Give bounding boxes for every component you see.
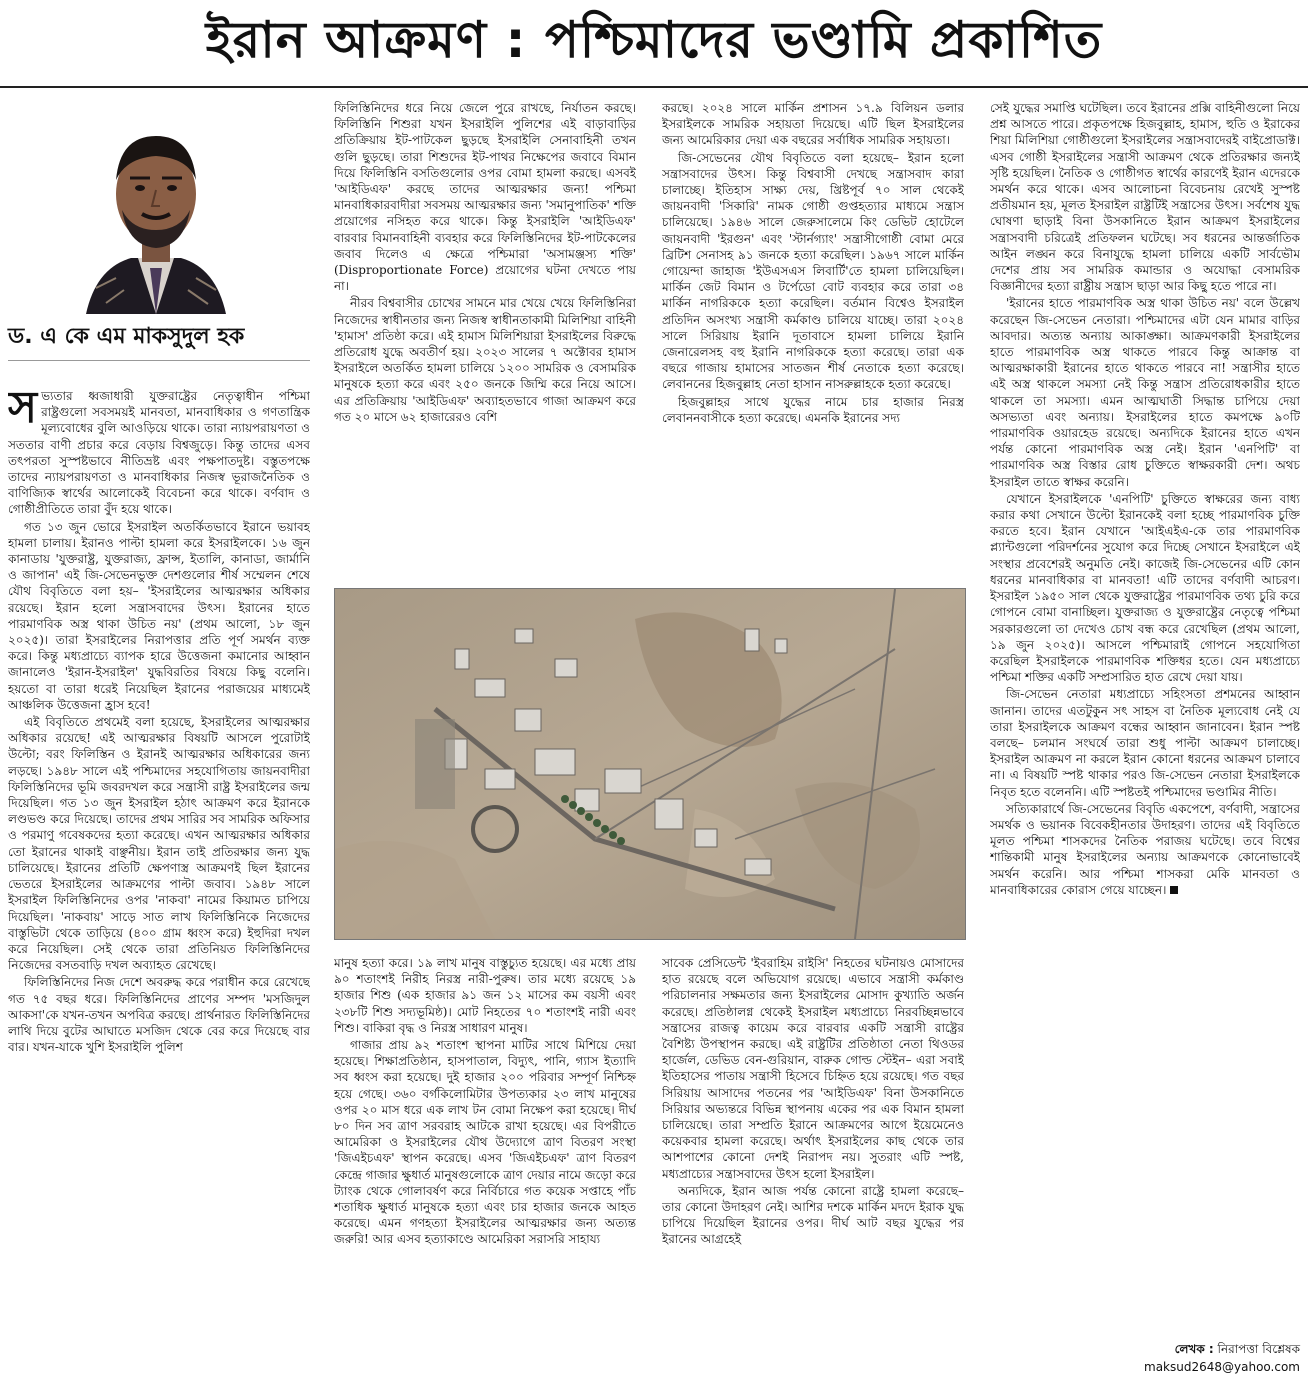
paragraph [990,801,1300,898]
signature [1060,1340,1300,1376]
paragraph: জি-সেভেন নেতারা মধ্যপ্রাচ্যে সহিংসতা প্রশমনের আহ্বান জানান। তাদের এতটুকুন সৎ সাহস বা নৈতিক মূল্যবোধ নেই যে তারা ইসরাইলকে আক্রমণ বন্ধের আহ্বান জানাবেন। ইরান স্পষ্ট বলছে– চলমান সংঘর্ষে তারা শুধু পাল্টা আক্রমণ চালাচ্ছে। ইসরাইল আক্রমণ না করলে ইরান কোনো ধরনের আক্রমণ চালাবে না। এ বিষয়টি স্পষ্ট থাকার পরও জি-সেভেন নেতারা ইসরাইলকে নিবৃত হতে বলেননি। এটি স্পষ্টতই পশ্চিমাদের ভণ্ডামির নীতি। [990,687,1300,799]
paragraph: নীরব বিশ্ববাসীর চোখের সামনে মার খেয়ে খেয়ে ফিলিস্তিনিরা নিজেদের স্বাধীনতার জন্য নিজস্ব স্বাধীনতাকামী মিলিশিয়া বাহিনী 'হামাস' প্রতিষ্ঠা করে। এই হামাস মিলিশিয়ারা ইসরাইলের বিরুদ্ধে প্রতিরোধ যুদ্ধে অবতীর্ণ হয়। ২০২৩ সালের ৭ অক্টোবর হামাস ইসরাইলে অতর্কিত হামলা চালিয়ে ১২০০ সামরিক ও বেসামরিক মানুষকে হত্যা করে এবং ২৫০ জনকে জিম্মি করে নিয়ে আসে। এর প্রতিক্রিয়ায় 'আইডিএফ' অব্যাহতভাবে গাজা আক্রমণ করে গত ২০ মাসে ৬২ হাজারেরও বেশি [334,296,636,424]
paragraph: 'ইরানের হাতে পারমাণবিক অস্ত্র থাকা উচিত নয়' বলে উল্লেখ করেছেন জি-সেভেন নেতারা। পশ্চিমাদের এটা যেন মামার বাড়ির আবদার। অত্যন্ত অন্যায় আকাঙ্ক্ষা। আক্রমণকারী ইসরাইলের হাতে পারমাণবিক অস্ত্র থাকতে পারবে কিন্তু আক্রান্ত বা আত্মরক্ষাকারী ইরানের হাতে থাকতে পারবে না! সন্ত্রাসীর হাতে এই অস্ত্র থাকলে সমস্যা নেই কিন্তু সন্ত্রাস প্রতিরোধকারীর হাতে থাকলে তা সমস্যা। এমন আত্মঘাতী সিদ্ধান্ত চাপিয়ে দেয়া অসভ্যতা এবং অন্যায়। ইসরাইলের হাতে কমপক্ষে ৯০টি পারমাণবিক ওয়ারহেড রয়েছে। অন্যদিকে ইরানের হাতে এখন পর্যন্ত কোনো পারমাণবিক অস্ত্র নেই। ইরান 'এনপিটি' বা পারমাণবিক অস্ত্র বিস্তার রোধ চুক্তিতে স্বাক্ষরকারী দেশ। অথচ ইসরাইল তাতে স্বাক্ষর করেনি। [990,296,1300,489]
paragraph: হিজবুল্লাহর সাথে যুদ্ধের নামে চার হাজার নিরস্ত্র লেবাননবাসীকে হত্যা করেছে। এমনকি ইরানের সদ্য [662,394,964,425]
satellite-image [334,588,966,940]
paragraph: করছে। ২০২৪ সালে মার্কিন প্রশাসন ১৭.৯ বিলিয়ন ডলার ইসরাইলকে সামরিক সহায়তা দিয়েছে। এটি ছিল ইসরাইলের জন্য আমেরিকার দেয়া এক বছরের সর্বাধিক সামরিক সহায়তা। [662,101,964,148]
paragraph: মানুষ হত্যা করে। ১৯ লাখ মানুষ বাস্তুচ্যুত হয়েছে। এর মধ্যে প্রায় ৯০ শতাংশই নিরীহ নিরস্ত্র নারী-পুরুষ। তার মধ্যে রয়েছে ১৯ হাজার শিশু (এক হাজার ৯১ জন ১২ মাসের কম বয়সী এবং ২৩৮টি শিশু সদ্যভূমিষ্ঠ)। মোট নিহতের ৭০ শতাংশই নারী এবং শিশু। বাকিরা বৃদ্ধ ও নিরস্ত্র সাধারণ মানুষ। [334,956,636,1035]
paragraph [8,388,310,518]
paragraph: অন্যদিকে, ইরান আজ পর্যন্ত কোনো রাষ্ট্রে হামলা করেছে– তার কোনো উদাহরণ নেই। আশির দশকে মার্কিন মদদে ইরাক যুদ্ধ চাপিয়ে দিয়েছিল ইরানের ওপর। দীর্ঘ আট বছর যুদ্ধের পর ইরানের আগ্রহেই [662,1183,964,1247]
signature-email: maksud2648@yahoo.com [1144,1360,1300,1374]
signature-label: লেখক : [1174,1342,1214,1356]
column-2-top [334,100,636,580]
author-rule [8,360,310,361]
paragraph: এই বিবৃতিতে প্রথমেই বলা হয়েছে, ইসরাইলের আত্মরক্ষার অধিকার রয়েছে! এই আত্মরক্ষার বিষয়টি আসলে পুরোটাই উল্টো; বরং ফিলিস্তিন ও ইরানই আত্মরক্ষার অধিকারের জন্য লড়ছে। ১৯৪৮ সালে এই পশ্চিমাদের সহযোগিতায় জায়নবাদীরা ফিলিস্তিনিদের ভূমি জবরদখল করে সন্ত্রাসী রাষ্ট্র ইসরাইলের জন্ম দিয়েছিল। গত ১৩ জুন ইসরাইল হঠাৎ আক্রমণ করে ইরানকে লণ্ডভণ্ড করে দিয়েছে। তাদের প্রথম সারির সব সামরিক অফিসার ও পরমাণু গবেষকদের হত্যা করেছে। এখন আত্মরক্ষার অধিকার তো ইরানের থাকাই বাঞ্ছনীয়। ইরান তাই প্রতিরক্ষার জন্য যুদ্ধ চালিয়েছে। ইরানের প্রতিটি ক্ষেপণাস্ত্র আক্রমণই ছিল ইরানের ভেতরে ইসরাইলের আক্রমণের পাল্টা জবাব। ১৯৪৮ সালে ইসরাইল ফিলিস্তিনিদের ওপর 'নাকবা' নামের কিয়ামত চাপিয়ে দিয়েছিল। 'নাকবায়' সাড়ে সাত লাখ ফিলিস্তিনিকে নিজেদের বাস্তুভিটা থেকে তাড়িয়ে (৪০০ গ্রাম ধ্বংস করে) ইহুদিরা দখল করে নিয়েছিল। সেই থেকে তারা প্রতিনিয়ত ফিলিস্তিনিদের নিজেদের বসতবাড়ি দখল অব্যাহত রেখেছে। [8,715,310,973]
paragraph: ফিলিস্তিনিদের ধরে নিয়ে জেলে পুরে রাখছে, নির্যাতন করছে। ফিলিস্তিনি শিশুরা যখন ইসরাইলি পুলিশের এই বাড়াবাড়ির প্রতিক্রিয়ায় ইট-পাটকেল ছুড়ছে ইসরাইলি সেনাবাহিনী তখন গুলি ছুড়ছে। তারা শিশুদের ইট-পাথর নিক্ষেপের জবাবে বিমান দিয়ে ফিলিস্তিনি বসতিগুলোর ওপর বোমা হামলা করছে। এসবই 'আইডিএফ' করছে তাদের আত্মরক্ষার জন্য! পশ্চিমা মানবাধিকারবাদীরা সবসময় আত্মরক্ষার জন্য 'সমানুপাতিক' শক্তি প্রয়োগের নসিহত করে থাকে। কিন্তু ইসরাইলি 'আইডিএফ' বারবার বিমানবাহিনী ব্যবহার করে ফিলিস্তিনিদের ইট-পাটকেলের জবাব দিলেও এ ক্ষেত্রে পশ্চিমারা 'অসামঞ্জস্য শক্তি' (Disproportionate Force) প্রয়োগের ঘটনা দেখতে পায় না। [334,101,636,294]
headline: ইরান আক্রমণ : পশ্চিমাদের ভণ্ডামি প্রকাশিত [205,11,1103,69]
column-4 [990,100,1300,1325]
signature-role: নিরাপত্তা বিশ্লেষক [1217,1342,1300,1356]
headline-rule [0,86,1308,88]
paragraph: গত ১৩ জুন ভোরে ইসরাইল অতর্কিতভাবে ইরানে ভয়াবহ হামলা চালায়। ইরানও পাল্টা হামলা করে ইসরাইলকে। ১৬ জুন কানাডায় 'যুক্তরাষ্ট্র, যুক্তরাজ্য, ফ্রান্স, ইতালি, কানাডা, জার্মানি ও জাপান' এই জি-সেভেনভুক্ত দেশগুলোর শীর্ষ সম্মেলন শেষে যৌথ বিবৃতিতে বলা হয়– 'ইসরাইলের আত্মরক্ষার অধিকার রয়েছে। ইরান হলো সন্ত্রাসবাদের উৎস। ইরানের হাতে পারমাণবিক অস্ত্র থাকা উচিত নয়' (প্রথম আলো, ১৮ জুন ২০২৫)। তারা ইসরাইলের নিরাপত্তার প্রতি পূর্ণ সমর্থন ব্যক্ত করে। কিন্তু মধ্যপ্রাচ্যে ব্যাপক হারে উত্তেজনা কমানোর আহ্বান জানালেও 'ইরান-ইসরাইল' যুদ্ধবিরতির বিষয়ে কিছু বলেনি। হয়তো বা তারা ধরেই নিয়েছিল ইরানের পরাজয়ের মাধ্যমেই আঞ্চলিক উত্তেজনা হ্রাস হবে! [8,519,310,712]
paragraph: ফিলিস্তিনিদের নিজ দেশে অবরুদ্ধ করে পরাধীন করে রেখেছে গত ৭৫ বছর ধরে। ফিলিস্তিনিদের প্রাণের সম্পদ 'মসজিদুল আকসা'কে যখন-তখন অপবিত্র করছে। প্রার্থনারত ফিলিস্তিনিদের লাথি দিয়ে বুটের আঘাতে মসজিদ থেকে বের করে দিয়েছে বার বার। যখন-যাকে খুশি ইসরাইলি পুলিশ [8,975,310,1055]
drop-cap: স [8,388,38,433]
column-3-bottom [662,955,964,1385]
paragraph: সেই যুদ্ধের সমাপ্তি ঘটেছিল। তবে ইরানের প্রক্সি বাহিনীগুলো নিয়ে প্রশ্ন আসতে পারে। প্রকৃতপক্ষে হিজবুল্লাহ, হামাস, হুতি ও ইরাকের শিয়া মিলিশিয়া গোষ্ঠীগুলো ইসরাইলের সন্ত্রাসবাদেরই বাইপ্রোডাক্ট। এসব গোষ্ঠী ইসরাইলের সন্ত্রাসী আক্রমণ থেকে প্রতিরক্ষার জন্যই সৃষ্টি হয়েছিল। নৈতিক ও গোষ্ঠীগত স্বার্থের কারণেই ইরান এদেরকে সমর্থন করে থাকে। এসব আলোচনা বিবেচনায় রেখেই সুস্পষ্ট প্রতীয়মান হয়, মূলত ইসরাইল রাষ্ট্রটিই সন্ত্রাসের উৎস। সর্বশেষ যুদ্ধ ঘোষণা ছাড়াই বিনা উসকানিতে ইরান আক্রমণ ইসরাইলের সন্ত্রাসবাদী চরিত্রেই প্রতিফলন ঘটেছে। সব ধরনের আন্তর্জাতিক আইন লঙ্ঘন করে বিনাযুদ্ধে হামলা চালিয়ে একটি সার্বভৌম দেশের প্রায় সব সামরিক কমান্ডার ও অযোদ্ধা বেসামরিক বিজ্ঞানীদের হত্যা রাষ্ট্রীয় সন্ত্রাস ছাড়া আর কিছু হতে পারে না। [990,101,1300,294]
paragraph: জি-সেভেনের যৌথ বিবৃতিতে বলা হয়েছে– ইরান হলো সন্ত্রাসবাদের উৎস। কিন্তু বিশ্ববাসী দেখছে সন্ত্রাসবাদ কারা চালাচ্ছে। ইতিহাস সাক্ষ্য দেয়, খ্রিষ্টপূর্ব ৭০ সাল থেকেই জায়নবাদী 'সিকারি' নামক গোষ্ঠী গুপ্তহত্যার মাধ্যমে সন্ত্রাস চালিয়েছে। ১৯৪৬ সালে জেরুসালেমে কিং ডেভিট হোটেলে জায়নবাদী 'ইরগুন' এবং 'স্টার্নগ্যাং' সন্ত্রাসীগোষ্ঠী বোমা মেরে ব্রিটিশ সেনাসহ ৯১ জনকে হত্যা করেছিল। ১৯৬৭ সালে মার্কিন গোয়েন্দা জাহাজ 'ইউএসএস লিবার্টি'তে হামলা চালিয়েছিল। মার্কিন জেট বিমান ও টর্পেডো বোট ব্যবহার করে তারা ৩৪ মার্কিন নাগরিককে হত্যা করেছিল। বর্তমান বিশ্বেও ইসরাইল প্রতিদিন অসংখ্য সন্ত্রাসী কর্মকাণ্ড চালিয়ে যাচ্ছে। তারা ২০২৪ সালে সিরিয়ায় ইরানি দূতাবাসে হামলা চালিয়ে ইরানি জেনারেলসহ বহু ইরানি নাগরিককে হত্যা করেছে। তারা এক বছরে গাজায় হামাসের সাতজন শীর্ষ নেতাকে হত্যা করেছে। লেবাননের হিজবুল্লাহ নেতা হাসান নাসরুল্লাহকে হত্যা করেছে। [662,150,964,392]
end-mark [1170,886,1178,894]
author-name: ড. এ কে এম মাকসুদুল হক [8,324,245,349]
author-portrait [76,118,236,314]
paragraph-text: ভ্যতার ধ্বজাধারী যুক্তরাষ্ট্রের নেতৃত্বাধীন পশ্চিমা রাষ্ট্রগুলো সবসময়ই মানবতা, মানবাধিকার ও গণতান্ত্রিক মূল্যবোধের বুলি আওড়িয়ে থাকে। তারা ন্যায়পরায়ণতা ও সততার বাণী প্রচার করে বেড়ায় বিশ্বজুড়ে। কিন্তু তাদের এসব তৎপরতা সুস্পষ্টভাবে নীতিভ্রষ্ট এবং পক্ষপাতদুষ্ট। বস্তুতপক্ষে তাদের ন্যায়পরায়ণতা ও মানবাধিকার নিজস্ব ভূরাজনৈতিক ও বাণিজ্যিক স্বার্থের আলোকেই বিবেচনা করে থাকে। বর্ণবাদ ও গোষ্ঠীপ্রীতিতে তারা বুঁদ হয়ে থাকে। [8,389,310,517]
paragraph-text: সত্যিকারার্থে জি-সেভেনের বিবৃতি একপেশে, বর্ণবাদী, সন্ত্রাসের সমর্থক ও ভয়ানক বিবেকহীনতার উদাহরণ। তাদের এই বিবৃতিতে মূলত পশ্চিমা শাসকদের নৈতিক পরাজয় ঘটেছে। তবে বিশ্বের শান্তিকামী মানুষ ইসরাইলের অন্যায় আক্রমণকে কোনোভাবেই সমর্থন করেনি। আর পশ্চিমা শাসকরা মেকি মানবতা ও মানবাধিকারের কোরাস গেয়ে যাচ্ছেন। [990,801,1300,897]
paragraph: গাজার প্রায় ৯২ শতাংশ স্থাপনা মাটির সাথে মিশিয়ে দেয়া হয়েছে। শিক্ষাপ্রতিষ্ঠান, হাসপাতাল, বিদ্যুৎ, পানি, গ্যাস ইত্যাদি সব ধ্বংস করা হয়েছে। দুই হাজার ২০০ পরিবার সম্পূর্ণ নিশ্চিহ্ন হয়ে গেছে। ৩৬০ বর্গকিলোমিটার উপত্যকার ২৩ লাখ মানুষের ওপর ২০ মাস ধরে এক লাখ টন বোমা নিক্ষেপ করা হয়েছে। দীর্ঘ ৮০ দিন সব ত্রাণ সরবরাহ আটকে রাখা হয়েছে। এর বিপরীতে আমেরিকা ও ইসরাইলের যৌথ উদ্যোগে ত্রাণ বিতরণ সংস্থা 'জিএইচএফ' স্থাপন করেছে। এসব 'জিএইচএফ' ত্রাণ বিতরণ কেন্দ্রে গাজার ক্ষুধার্ত মানুষগুলোকে ত্রাণ দেয়ার নামে জড়ো করে ট্যাংক থেকে গোলাবর্ষণ করে নির্বিচারে গত কয়েক সপ্তাহে পাঁচ শতাধিক ক্ষুধার্ত মানুষকে হত্যা এবং চার হাজার জনকে আহত করেছে। এমন গণহত্যা ইসরাইলের আত্মরক্ষার জন্য অত্যন্ত জরুরি! আর এসব হত্যাকাণ্ডে আমেরিকা সরাসরি সাহায্য [334,1038,636,1247]
paragraph: যেখানে ইসরাইলকে 'এনপিটি' চুক্তিতে স্বাক্ষরের জন্য বাধ্য করার কথা সেখানে উল্টো ইরানকেই বলা হচ্ছে পারমাণবিক চুক্তি করতে হবে। ইরান যেখানে 'আইএইএ-কে তার পারমাণবিক প্ল্যান্টগুলো পরিদর্শনের সুযোগ করে দিচ্ছে সেখানে ইসরাইলে এই সংস্থার প্রবেশেরই অনুমতি নেই। কাজেই জি-সেভেনের এটি কোন ধরনের মানবাধিকার বা মানবতা! এটি তাদের বর্ণবাদী আচরণ। ইসরাইল ১৯৫০ সাল থেকে যুক্তরাষ্ট্রের পারমাণবিক তথ্য চুরি করে গোপনে বোমা বানাচ্ছিল। যুক্তরাজ্য ও যুক্তরাষ্ট্রের নেতৃত্বে পশ্চিমা সরকারগুলো তা দেখেও চোখ বন্ধ করে রেখেছিল (প্রথম আলো, ১৯ জুন ২০২৫)। আসলে পশ্চিমারাই গোপনে সহযোগিতা করেছিল ইসরাইলকে পারমাণবিক শক্তিধর হতে। যেন মধ্যপ্রাচ্যে পশ্চিমা শক্তির একটি সম্প্রসারিত হাত রেখে দেয়া যায়। [990,491,1300,685]
column-3-top [662,100,964,580]
column-1 [8,388,310,1350]
column-2-bottom [334,955,636,1385]
paragraph: সাবেক প্রেসিডেন্ট 'ইবরাহিম রাইসি' নিহতের ঘটনায়ও মোসাদের হাত রয়েছে বলে অভিযোগ রয়েছে। এভাবে সন্ত্রাসী কর্মকাণ্ড পরিচালনার সক্ষমতার জন্য ইসরাইলের মোসাদ কুখ্যাতি অর্জন করেছে। প্রতিষ্ঠালগ্ন থেকেই ইসরাইল মধ্যপ্রাচ্যে নিরবচ্ছিন্নভাবে সন্ত্রাসের রাজত্ব কায়েম করে বারবার একটি সন্ত্রাসী রাষ্ট্রের বৈশিষ্ট্য উপস্থাপন করছে। এই রাষ্ট্রটির প্রতিষ্ঠাতা নেতা থিওডর হার্জেল, ডেভিড বেন-গুরিয়ান, বারুক গোল্ড স্টেইন– এরা সবাই ইতিহাসের পাতায় সন্ত্রাসী হিসেবে চিহ্নিত হয়ে রয়েছে। গত বছর সিরিয়ায় আসাদের পতনের পর 'আইডিএফ' বিনা উসকানিতে সিরিয়ার অভ্যন্তরে বিভিন্ন স্থাপনায় একের পর এক বিমান হামলা চালিয়েছে। তারা সম্প্রতি ইরানে আক্রমণের আগে ইয়েমেনেও কয়েকবার হামলা করেছে। অর্থাৎ ইসরাইলের কাছ থেকে তার আশপাশের কোনো দেশই নিরাপদ নয়। সুতরাং এটি স্পষ্ট, মধ্যপ্রাচ্যের সন্ত্রাসবাদের উৎস হলো ইসরাইল। [662,956,964,1181]
